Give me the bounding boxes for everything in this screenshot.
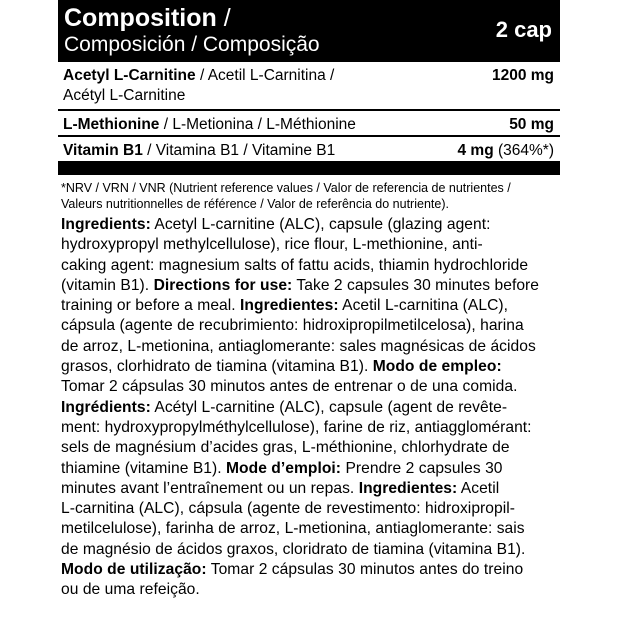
nrv-footnote: *NRV / VRN / VNR (Nutrient reference values / Valor de referencia de nutrientes / Valeurs nutritionnelles de référence / Valor de referência do nutriente). bbox=[61, 181, 511, 211]
table-bottom-bar bbox=[58, 163, 560, 175]
serving-size: 2 cap bbox=[495, 17, 552, 42]
supplement-label bbox=[58, 0, 560, 601]
nutrient-amount: 1200 mg bbox=[491, 67, 554, 84]
nutrient-name: L-Methionine / L-Metionina / L-Méthionine bbox=[63, 116, 356, 133]
nutrient-row bbox=[58, 62, 560, 111]
nutrient-amount: 4 mg (364%*) bbox=[457, 142, 554, 159]
composition-title: Composition / bbox=[64, 4, 231, 32]
nutrient-name: Acetyl L-Carnitine / Acetil L-Carnitina / Acétyl L-Carnitine bbox=[63, 67, 335, 104]
ingredients-text: Ingredients: Acetyl L-carnitine (ALC), capsule (glazing agent: hydroxypropyl methylcellulose), rice flour, L-methionine, anti- caking agent: magnesium salts of fattu acids, thiamin hydrochloride (vitamin B1). Directions for use: Take 2 capsules 30 minutes before training or before a meal. Ingredientes: Acetil L-carnitina (ALC), cápsula (agente de recubrimiento: hidroxipropilmetilcelosa), harina de arroz, L-metionina, antiaglomerante: sales magnésicas de ácidos grasos, clorhidrato de tiamina (vitamina B1). Modo de empleo: Tomar 2 cápsulas 30 minutos antes de entrenar o de una comida. Ingrédients: Acétyl L-carnitine (ALC), capsule (agent de revête- ment: hydroxypropylméthylcellulose), farine de riz, antiagglomérant: sels de magnésium d’acides gras, L-méthionine, chlorhydrate de thiamine (vitamine B1). Mode d’emploi: Prendre 2 capsules 30 minutes avant l’entraînement ou un repas. Ingredientes: Acetil L-carnitina (ALC), cápsula (agente de revestimento: hidroxipropil- metilcelulose), farinha de arroz, L-metionina, antiaglomerante: sais de magnésio de ácidos graxos, cloridrato de tiamina (vitamina B1). Modo de utilização: Tomar 2 cápsulas 30 minutos antes do treino ou de uma refeição. bbox=[61, 216, 540, 599]
nutrient-row bbox=[58, 111, 560, 137]
nutrient-row bbox=[58, 137, 560, 163]
nutrient-name: Vitamin B1 / Vitamina B1 / Vitamine B1 bbox=[63, 142, 336, 159]
composition-subtitle: Composición / Composição bbox=[64, 33, 320, 56]
nutrient-amount: 50 mg bbox=[509, 116, 554, 133]
composition-header bbox=[58, 0, 560, 62]
